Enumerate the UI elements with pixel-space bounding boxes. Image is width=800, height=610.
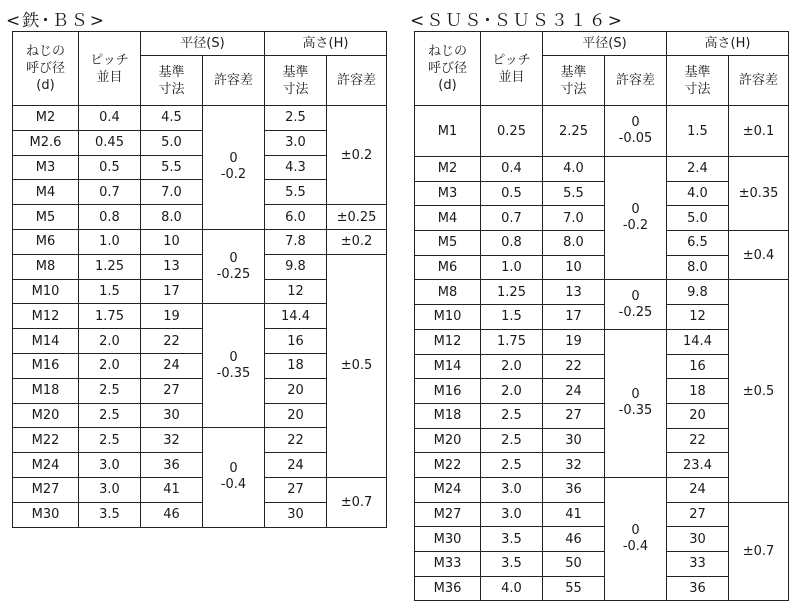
- cell-size: M3: [13, 155, 79, 180]
- cell-s-base: 19: [543, 329, 605, 354]
- cell-h-base: 12: [667, 305, 729, 330]
- cell-size: M30: [13, 502, 79, 527]
- cell-size: M10: [415, 305, 481, 330]
- cell-h-base: 6.0: [265, 205, 327, 230]
- cell-h-base: 8.0: [667, 255, 729, 280]
- cell-h-base: 27: [667, 502, 729, 527]
- cell-s-base: 27: [141, 378, 203, 403]
- cell-h-base: 18: [667, 379, 729, 404]
- cell-pitch: 2.0: [481, 354, 543, 379]
- cell-size: M6: [415, 255, 481, 280]
- table-row: [13, 205, 387, 230]
- cell-pitch: 3.0: [79, 453, 141, 478]
- cell-h-base: 2.5: [265, 106, 327, 131]
- cell-size: M16: [415, 379, 481, 404]
- cell-h-base: 7.8: [265, 229, 327, 254]
- table-row: [13, 254, 387, 279]
- cell-h-tolerance: ±0.2: [327, 229, 387, 254]
- col-header-s-base: 基準 寸法: [543, 56, 605, 106]
- cell-size: M14: [13, 329, 79, 354]
- cell-s-base: 8.0: [141, 205, 203, 230]
- cell-h-base: 18: [265, 353, 327, 378]
- cell-pitch: 0.7: [79, 180, 141, 205]
- cell-pitch: 3.5: [481, 527, 543, 552]
- cell-pitch: 2.5: [79, 378, 141, 403]
- cell-pitch: 3.5: [481, 552, 543, 577]
- cell-pitch: 0.45: [79, 130, 141, 155]
- dimension-table-sus: [414, 31, 789, 601]
- cell-size: M20: [13, 403, 79, 428]
- cell-pitch: 1.0: [79, 229, 141, 254]
- cell-h-base: 4.3: [265, 155, 327, 180]
- cell-size: M12: [415, 329, 481, 354]
- cell-pitch: 2.5: [481, 453, 543, 478]
- cell-size: M8: [415, 280, 481, 305]
- cell-h-base: 24: [667, 477, 729, 502]
- cell-h-base: 30: [667, 527, 729, 552]
- cell-h-base: 30: [265, 502, 327, 527]
- cell-size: M27: [13, 477, 79, 502]
- cell-h-tolerance: ±0.7: [729, 502, 789, 601]
- cell-pitch: 2.0: [79, 353, 141, 378]
- col-header-s-base: 基準 寸法: [141, 56, 203, 106]
- cell-size: M5: [13, 205, 79, 230]
- cell-h-base: 4.0: [667, 181, 729, 206]
- cell-s-base: 10: [543, 255, 605, 280]
- cell-size: M12: [13, 304, 79, 329]
- table-row: [13, 106, 387, 131]
- cell-size: M18: [13, 378, 79, 403]
- cell-s-base: 10: [141, 229, 203, 254]
- cell-size: M2: [13, 106, 79, 131]
- cell-h-base: 6.5: [667, 231, 729, 256]
- col-header-nominal-size: ねじの 呼び径 (d): [415, 32, 481, 106]
- cell-size: M22: [415, 453, 481, 478]
- cell-s-base: 36: [543, 477, 605, 502]
- cell-h-base: 9.8: [265, 254, 327, 279]
- table-row: [13, 477, 387, 502]
- cell-h-tolerance: ±0.4: [729, 231, 789, 280]
- cell-h-base: 3.0: [265, 130, 327, 155]
- cell-h-base: 20: [265, 378, 327, 403]
- table-row: [13, 229, 387, 254]
- cell-s-base: 22: [543, 354, 605, 379]
- cell-pitch: 1.75: [481, 329, 543, 354]
- table-row: [415, 106, 789, 157]
- cell-s-base: 46: [141, 502, 203, 527]
- col-group-height-h: 高さ(H): [667, 32, 789, 56]
- cell-h-base: 23.4: [667, 453, 729, 478]
- cell-size: M16: [13, 353, 79, 378]
- cell-size: M33: [415, 552, 481, 577]
- cell-h-tolerance: ±0.5: [327, 254, 387, 477]
- cell-h-base: 1.5: [667, 106, 729, 157]
- cell-s-base: 13: [141, 254, 203, 279]
- cell-pitch: 0.7: [481, 206, 543, 231]
- cell-size: M3: [415, 181, 481, 206]
- cell-size: M8: [13, 254, 79, 279]
- cell-s-tolerance: 0 -0.4: [605, 477, 667, 600]
- cell-h-base: 22: [265, 428, 327, 453]
- cell-h-base: 9.8: [667, 280, 729, 305]
- cell-pitch: 2.0: [481, 379, 543, 404]
- cell-s-base: 36: [141, 453, 203, 478]
- cell-s-base: 17: [141, 279, 203, 304]
- cell-s-tolerance: 0 -0.4: [203, 428, 265, 527]
- cell-h-base: 16: [265, 329, 327, 354]
- cell-s-base: 55: [543, 576, 605, 601]
- col-header-nominal-size: ねじの 呼び径 (d): [13, 32, 79, 106]
- cell-h-tolerance: ±0.2: [327, 106, 387, 205]
- col-header-h-base: 基準 寸法: [265, 56, 327, 106]
- cell-s-base: 24: [141, 353, 203, 378]
- cell-s-base: 32: [543, 453, 605, 478]
- table-row: [415, 280, 789, 305]
- cell-size: M6: [13, 229, 79, 254]
- cell-pitch: 1.5: [79, 279, 141, 304]
- col-group-width-s: 平径(S): [141, 32, 265, 56]
- cell-s-tolerance: 0 -0.2: [605, 157, 667, 280]
- cell-s-tolerance: 0 -0.2: [203, 106, 265, 230]
- cell-s-tolerance: 0 -0.25: [203, 229, 265, 303]
- table-title-sus: <ＳＵＳ･ＳＵＳ３１６>: [410, 11, 624, 31]
- cell-s-base: 4.0: [543, 157, 605, 182]
- cell-s-base: 41: [543, 502, 605, 527]
- cell-pitch: 0.5: [481, 181, 543, 206]
- cell-s-base: 22: [141, 329, 203, 354]
- cell-s-base: 17: [543, 305, 605, 330]
- cell-h-base: 5.0: [667, 206, 729, 231]
- cell-s-base: 7.0: [543, 206, 605, 231]
- cell-size: M14: [415, 354, 481, 379]
- cell-s-tolerance: 0 -0.05: [605, 106, 667, 157]
- cell-pitch: 1.75: [79, 304, 141, 329]
- cell-h-base: 14.4: [265, 304, 327, 329]
- cell-h-base: 20: [265, 403, 327, 428]
- cell-s-base: 24: [543, 379, 605, 404]
- cell-pitch: 1.25: [481, 280, 543, 305]
- cell-size: M24: [13, 453, 79, 478]
- cell-s-base: 30: [543, 428, 605, 453]
- cell-s-base: 13: [543, 280, 605, 305]
- cell-pitch: 2.5: [481, 428, 543, 453]
- cell-pitch: 2.0: [79, 329, 141, 354]
- cell-s-base: 46: [543, 527, 605, 552]
- cell-size: M30: [415, 527, 481, 552]
- cell-size: M1: [415, 106, 481, 157]
- cell-size: M36: [415, 576, 481, 601]
- cell-pitch: 3.0: [481, 477, 543, 502]
- cell-size: M22: [13, 428, 79, 453]
- cell-h-base: 2.4: [667, 157, 729, 182]
- cell-h-tolerance: ±0.5: [729, 280, 789, 502]
- cell-size: M4: [415, 206, 481, 231]
- col-header-h-tolerance: 許容差: [729, 56, 789, 106]
- cell-size: M20: [415, 428, 481, 453]
- cell-size: M4: [13, 180, 79, 205]
- cell-size: M24: [415, 477, 481, 502]
- cell-size: M2.6: [13, 130, 79, 155]
- cell-h-tolerance: ±0.1: [729, 106, 789, 157]
- cell-s-base: 8.0: [543, 231, 605, 256]
- cell-h-base: 27: [265, 477, 327, 502]
- cell-pitch: 1.5: [481, 305, 543, 330]
- cell-s-base: 50: [543, 552, 605, 577]
- cell-s-base: 2.25: [543, 106, 605, 157]
- cell-s-base: 30: [141, 403, 203, 428]
- cell-s-base: 27: [543, 403, 605, 428]
- cell-pitch: 3.5: [79, 502, 141, 527]
- cell-pitch: 2.5: [481, 403, 543, 428]
- cell-size: M18: [415, 403, 481, 428]
- col-header-s-tolerance: 許容差: [203, 56, 265, 106]
- cell-pitch: 2.5: [79, 403, 141, 428]
- cell-h-base: 36: [667, 576, 729, 601]
- col-header-pitch: ピッチ 並目: [481, 32, 543, 106]
- cell-s-base: 41: [141, 477, 203, 502]
- cell-h-tolerance: ±0.35: [729, 157, 789, 231]
- cell-pitch: 3.0: [481, 502, 543, 527]
- table-row: [415, 502, 789, 527]
- cell-s-base: 5.5: [543, 181, 605, 206]
- cell-size: M2: [415, 157, 481, 182]
- cell-h-base: 20: [667, 403, 729, 428]
- table-row: [415, 157, 789, 182]
- cell-s-base: 5.5: [141, 155, 203, 180]
- table-title-iron-bs: <鉄･ＢＳ>: [6, 11, 106, 31]
- cell-s-tolerance: 0 -0.35: [605, 329, 667, 477]
- cell-s-base: 4.5: [141, 106, 203, 131]
- cell-pitch: 0.5: [79, 155, 141, 180]
- col-header-h-base: 基準 寸法: [667, 56, 729, 106]
- cell-s-tolerance: 0 -0.35: [203, 304, 265, 428]
- col-group-width-s: 平径(S): [543, 32, 667, 56]
- cell-s-base: 19: [141, 304, 203, 329]
- cell-h-base: 33: [667, 552, 729, 577]
- cell-pitch: 0.4: [79, 106, 141, 131]
- cell-s-base: 7.0: [141, 180, 203, 205]
- cell-pitch: 2.5: [79, 428, 141, 453]
- cell-pitch: 4.0: [481, 576, 543, 601]
- cell-size: M27: [415, 502, 481, 527]
- cell-s-tolerance: 0 -0.25: [605, 280, 667, 329]
- cell-pitch: 0.4: [481, 157, 543, 182]
- cell-h-base: 14.4: [667, 329, 729, 354]
- cell-pitch: 1.25: [79, 254, 141, 279]
- cell-h-base: 16: [667, 354, 729, 379]
- dimension-table-iron-bs: [12, 31, 387, 528]
- cell-h-base: 24: [265, 453, 327, 478]
- col-header-h-tolerance: 許容差: [327, 56, 387, 106]
- cell-pitch: 1.0: [481, 255, 543, 280]
- cell-pitch: 0.8: [79, 205, 141, 230]
- col-header-pitch: ピッチ 並目: [79, 32, 141, 106]
- table-row: [415, 231, 789, 256]
- cell-h-base: 12: [265, 279, 327, 304]
- cell-s-base: 5.0: [141, 130, 203, 155]
- col-header-s-tolerance: 許容差: [605, 56, 667, 106]
- cell-size: M5: [415, 231, 481, 256]
- cell-pitch: 0.8: [481, 231, 543, 256]
- cell-h-base: 22: [667, 428, 729, 453]
- cell-h-tolerance: ±0.7: [327, 477, 387, 527]
- cell-pitch: 0.25: [481, 106, 543, 157]
- cell-h-base: 5.5: [265, 180, 327, 205]
- col-group-height-h: 高さ(H): [265, 32, 387, 56]
- cell-pitch: 3.0: [79, 477, 141, 502]
- cell-s-base: 32: [141, 428, 203, 453]
- cell-size: M10: [13, 279, 79, 304]
- cell-h-tolerance: ±0.25: [327, 205, 387, 230]
